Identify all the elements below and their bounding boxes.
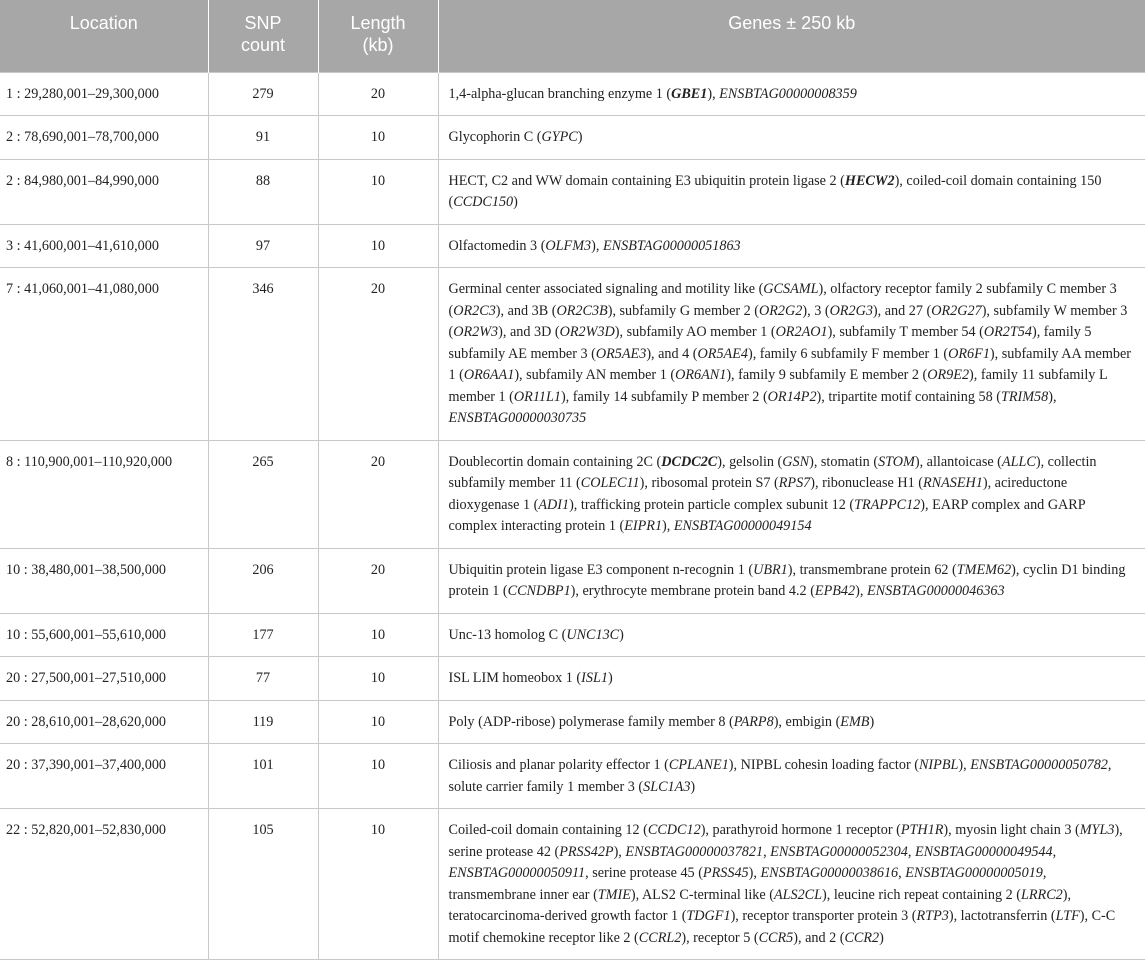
gene-symbol: RPS7 [778,475,811,491]
snp-count-cell: 88 [208,159,318,224]
gene-text: Doublecortin domain containing 2C ( [448,453,662,470]
gene-symbol: TRAPPC12 [854,496,921,513]
location-cell: 20 : 37,390,001–37,400,000 [0,744,208,809]
gene-symbol: OR6AN1 [675,367,727,383]
gene-text: ), receptor transporter protein 3 ( [730,908,917,924]
gene-text: ), ribonuclease H1 ( [810,475,923,491]
gene-symbol: OR2G3 [829,302,873,319]
gene-symbol: LTF [1055,908,1080,924]
gene-text: ), receptor 5 ( [681,929,759,946]
length-cell: 10 [318,116,438,160]
header-genes-label: Genes ± 250 kb [728,13,856,33]
header-length-line1: Length [350,13,406,33]
table-row [0,268,1145,441]
gene-text: ), [958,757,971,773]
genes-cell [438,72,1145,116]
gene-symbol: HECW2 [844,172,895,189]
gene-text: ), and 4 ( [646,345,698,362]
location-cell: 2 : 78,690,001–78,700,000 [0,116,208,160]
gene-text: ), serine protease 42 ( [448,822,1123,860]
gene-text: ), ribosomal protein S7 ( [639,475,779,491]
gene-text: ISL LIM homeobox 1 ( [448,670,582,686]
snp-count-cell: 279 [208,72,318,116]
gene-symbol: CPLANE1 [668,757,729,773]
genes-cell [438,613,1145,657]
gene-symbol: ALLC [1001,453,1036,470]
gene-symbol: OR2G2 [759,302,803,319]
gene-text: ), gelsolin ( [717,453,783,470]
gene-text: Olfactomedin 3 ( [448,237,546,254]
gene-text: ), [662,518,674,534]
gene-text: ), and 2 ( [793,929,845,946]
snp-count-cell: 97 [208,224,318,268]
table-row [0,744,1145,809]
gene-symbol: OR2T54 [983,324,1032,340]
table-row [0,116,1145,160]
table-row [0,657,1145,701]
gene-text: ), cyclin D1 binding protein 1 ( [448,561,1126,599]
gene-symbol: UBR1 [753,561,788,578]
location-cell: 2 : 84,980,001–84,990,000 [0,159,208,224]
gene-text: Unc-13 homolog C ( [448,626,567,643]
gene-text: ), family 6 subfamily F member 1 ( [747,345,949,362]
gene-text: ), parathyroid hormone 1 receptor ( [700,822,901,838]
gene-text: ), subfamily AN member 1 ( [514,367,676,383]
gene-symbol: CCR2 [844,929,880,946]
header-length-line2: (kb) [362,35,394,55]
gene-text: ) [607,670,613,686]
gene-text: ), [748,865,761,881]
gene-symbol: GYPC [541,129,578,145]
snp-count-cell: 177 [208,613,318,657]
gene-symbol: ENSBTAG00000046363 [866,583,1005,599]
gene-text: , [907,843,915,860]
gene-text: Ubiquitin protein ligase E3 component n-recognin 1 ( [448,561,754,578]
gene-text: ), collectin subfamily member 11 ( [448,453,1097,491]
gene-text: ), subfamily W member 3 ( [448,302,1128,340]
location-cell: 8 : 110,900,001–110,920,000 [0,440,208,548]
gene-text: ), coiled-coil domain containing 150 ( [448,172,1102,210]
location-cell: 10 : 55,600,001–55,610,000 [0,613,208,657]
length-cell: 10 [318,159,438,224]
header-genes [438,0,1145,72]
gene-text: ), leucine rich repeat containing 2 ( [822,886,1021,903]
genes-cell [438,657,1145,701]
gene-symbol: LRRC2 [1020,886,1063,903]
gene-symbol: NIPBL [918,757,959,773]
gene-symbol: ADI1 [538,496,570,513]
gene-text: ) [879,929,884,946]
gene-text: ), allantoicase ( [914,453,1002,470]
gene-symbol: MYL3 [1079,822,1115,838]
gene-symbol: RTP3 [916,908,949,924]
gene-symbol: OR5AE3 [595,345,647,362]
gene-symbol: ENSBTAG00000038616 [760,865,899,881]
gene-text: ), ALS2 C-terminal like ( [630,886,774,903]
gene-text: ), subfamily T member 54 ( [827,324,984,340]
genes-cell [438,224,1145,268]
gene-symbol: OLFM3 [545,237,592,254]
gene-symbol: ENSBTAG00000008359 [719,85,857,102]
gene-symbol: ENSBTAG00000049154 [673,518,812,534]
gene-text: ), and 3B ( [495,302,557,319]
gene-symbol: TMEM62 [956,561,1012,578]
gene-symbol: OR2W3 [453,324,499,340]
table-row [0,224,1145,268]
gene-symbol: TDGF1 [686,908,731,924]
gene-text: Germinal center associated signaling and motility like ( [448,281,764,297]
gene-text: ), embigin ( [773,713,841,730]
table-row [0,809,1145,960]
gene-symbol: PRSS45 [702,865,749,881]
table-header [0,0,1145,72]
gene-symbol: ENSBTAG00000030735 [448,410,587,426]
location-cell: 20 : 27,500,001–27,510,000 [0,657,208,701]
location-cell: 7 : 41,060,001–41,080,000 [0,268,208,441]
gene-symbol: ENSBTAG00000051863 [602,237,741,254]
table-row [0,613,1145,657]
snp-count-cell: 77 [208,657,318,701]
gene-text: ) [619,626,624,643]
gene-symbol: RNASEH1 [922,475,983,491]
genes-cell [438,159,1145,224]
header-location-label: Location [69,13,138,33]
gene-text: Ciliosis and planar polarity effector 1 ( [448,757,669,773]
snp-count-cell: 206 [208,548,318,613]
genes-cell [438,809,1145,960]
gene-symbol: STOM [878,453,915,470]
length-cell: 20 [318,440,438,548]
gene-symbol: CCRL2 [638,929,682,946]
gene-text: ), [613,843,626,860]
snp-count-cell: 265 [208,440,318,548]
length-cell: 20 [318,268,438,441]
genes-cell [438,116,1145,160]
gene-symbol: ENSBTAG00000052304 [770,843,908,860]
gene-text: ), trafficking protein particle complex subunit 12 ( [569,496,855,513]
gene-symbol: CCDC12 [647,822,701,838]
gene-text: ), acireductone dioxygenase 1 ( [448,475,1068,513]
table-row [0,72,1145,116]
gene-text: 1,4-alpha-glucan branching enzyme 1 ( [448,85,672,102]
gene-text: ) [869,713,875,730]
gene-text: ), [855,583,867,599]
gene-text: ), erythrocyte membrane protein band 4.2 ( [570,583,815,599]
location-cell: 3 : 41,600,001–41,610,000 [0,224,208,268]
gene-symbol: TMIE [597,886,631,903]
snp-count-cell: 101 [208,744,318,809]
gene-symbol: ISL1 [581,670,608,686]
snp-count-cell: 346 [208,268,318,441]
gene-symbol: ALS2CL [773,886,823,903]
gene-text: ), and 27 ( [872,302,932,319]
gene-symbol: OR2AO1 [775,324,828,340]
gene-text: ), EARP complex and GARP complex interacting protein 1 ( [448,496,1086,534]
length-cell: 10 [318,744,438,809]
gene-text: , [1052,843,1057,860]
gene-text: ) [577,129,583,145]
table-row [0,159,1145,224]
gene-symbol: CCNDBP1 [507,583,571,599]
gene-symbol: GSN [782,453,810,470]
gene-text: ), family 14 subfamily P member 2 ( [560,388,768,405]
gene-symbol: CCDC150 [453,194,514,210]
gene-text: ), NIPBL cohesin loading factor ( [728,757,919,773]
gene-text: ), myosin light chain 3 ( [943,822,1080,838]
length-cell: 10 [318,613,438,657]
location-cell: 10 : 38,480,001–38,500,000 [0,548,208,613]
gene-text: ), C-C motif chemokine receptor like 2 ( [448,908,1116,946]
gene-symbol: TRIM58 [1000,388,1049,405]
gene-text: ), family 11 subfamily L member 1 ( [448,367,1108,405]
gene-symbol: OR2G27 [931,302,982,319]
table-body [0,72,1145,960]
gene-text: Poly (ADP-ribose) polymerase family member 8 ( [448,713,734,730]
genes-cell [438,268,1145,441]
gene-text: ), [707,85,720,102]
location-cell: 1 : 29,280,001–29,300,000 [0,72,208,116]
length-cell: 10 [318,224,438,268]
gene-text: ), family 9 subfamily E member 2 ( [726,367,928,383]
gene-text: ), teratocarcinoma-derived growth factor 1 ( [448,886,1072,924]
gene-text: , solute carrier family 1 member 3 ( [448,757,1112,795]
gene-text: , [763,843,771,860]
gene-text: , transmembrane inner ear ( [448,865,1047,903]
header-row [0,0,1145,72]
gene-text: ), subfamily G member 2 ( [607,302,760,319]
gene-text: ), 3 ( [802,302,830,319]
gene-symbol: PRSS42P [559,843,614,860]
gene-text: , serine protease 45 ( [585,865,703,881]
gene-text: ), tripartite motif containing 58 ( [816,388,1001,405]
gene-symbol: OR2C3B [556,302,608,319]
gene-symbol: UNC13C [566,626,620,643]
header-snp-count [208,0,318,72]
gene-text: ), olfactory receptor family 2 subfamily C member 3 ( [448,281,1117,319]
gene-symbol: GCSAML [763,281,819,297]
gene-symbol: OR9E2 [927,367,970,383]
genes-cell [438,548,1145,613]
gene-symbol: PARP8 [733,713,774,730]
gene-symbol: ENSBTAG00000050911 [448,865,586,881]
gene-symbol: CCR5 [758,929,794,946]
gene-symbol: OR2W3D [559,324,615,340]
gene-text: ) [690,778,696,795]
snp-count-cell: 91 [208,116,318,160]
gene-text: Coiled-coil domain containing 12 ( [448,822,648,838]
gene-text: ), transmembrane protein 62 ( [787,561,957,578]
header-length [318,0,438,72]
location-cell: 22 : 52,820,001–52,830,000 [0,809,208,960]
gene-symbol: PTH1R [900,822,944,838]
gene-symbol: EIPR1 [624,518,663,534]
header-snp-count-line1: SNP [244,13,282,33]
gene-text: ), [591,237,603,254]
gene-text: Glycophorin C ( [448,129,542,145]
gene-symbol: ENSBTAG00000037821 [625,843,764,860]
header-location [0,0,208,72]
gene-symbol: COLEC11 [580,475,640,491]
gene-text: ), and 3D ( [498,324,560,340]
gene-symbol: OR6F1 [948,345,990,362]
gene-symbol: GBE1 [671,85,708,102]
snp-count-cell: 105 [208,809,318,960]
gene-text: ) [513,194,518,210]
gene-symbol: DCDC2C [661,453,718,470]
gene-symbol: OR14P2 [767,388,817,405]
snp-count-cell: 119 [208,700,318,744]
table-row [0,440,1145,548]
genes-cell [438,440,1145,548]
gene-symbol: ENSBTAG00000005019 [905,865,1043,881]
length-cell: 10 [318,657,438,701]
gene-text: ), family 5 subfamily AE member 3 ( [448,324,1092,362]
gene-symbol: OR2C3 [453,302,496,319]
table-row [0,548,1145,613]
gene-text: ), stomatin ( [809,453,879,470]
gene-text: , [898,865,906,881]
gene-symbol: OR11L1 [513,388,561,405]
gene-symbol: EMB [840,713,870,730]
gene-text: ), subfamily AO member 1 ( [614,324,776,340]
gene-text: ), subfamily AA member 1 ( [448,345,1131,383]
length-cell: 10 [318,700,438,744]
genes-cell [438,700,1145,744]
gene-symbol: ENSBTAG00000050782 [970,757,1108,773]
gene-symbol: ENSBTAG00000049544 [914,843,1053,860]
length-cell: 20 [318,72,438,116]
gene-symbol: EPB42 [814,583,856,599]
gene-text: ), lactotransferrin ( [948,908,1056,924]
length-cell: 20 [318,548,438,613]
table-row [0,700,1145,744]
gene-text: ), [1048,388,1057,405]
gene-symbol: OR6AA1 [463,367,515,383]
header-snp-count-line2: count [240,35,286,55]
location-cell: 20 : 28,610,001–28,620,000 [0,700,208,744]
genes-cell [438,744,1145,809]
length-cell: 10 [318,809,438,960]
gene-symbol: SLC1A3 [643,778,691,795]
gene-symbol: OR5AE4 [697,345,748,362]
gene-text: HECT, C2 and WW domain containing E3 ubiquitin protein ligase 2 ( [448,172,845,189]
